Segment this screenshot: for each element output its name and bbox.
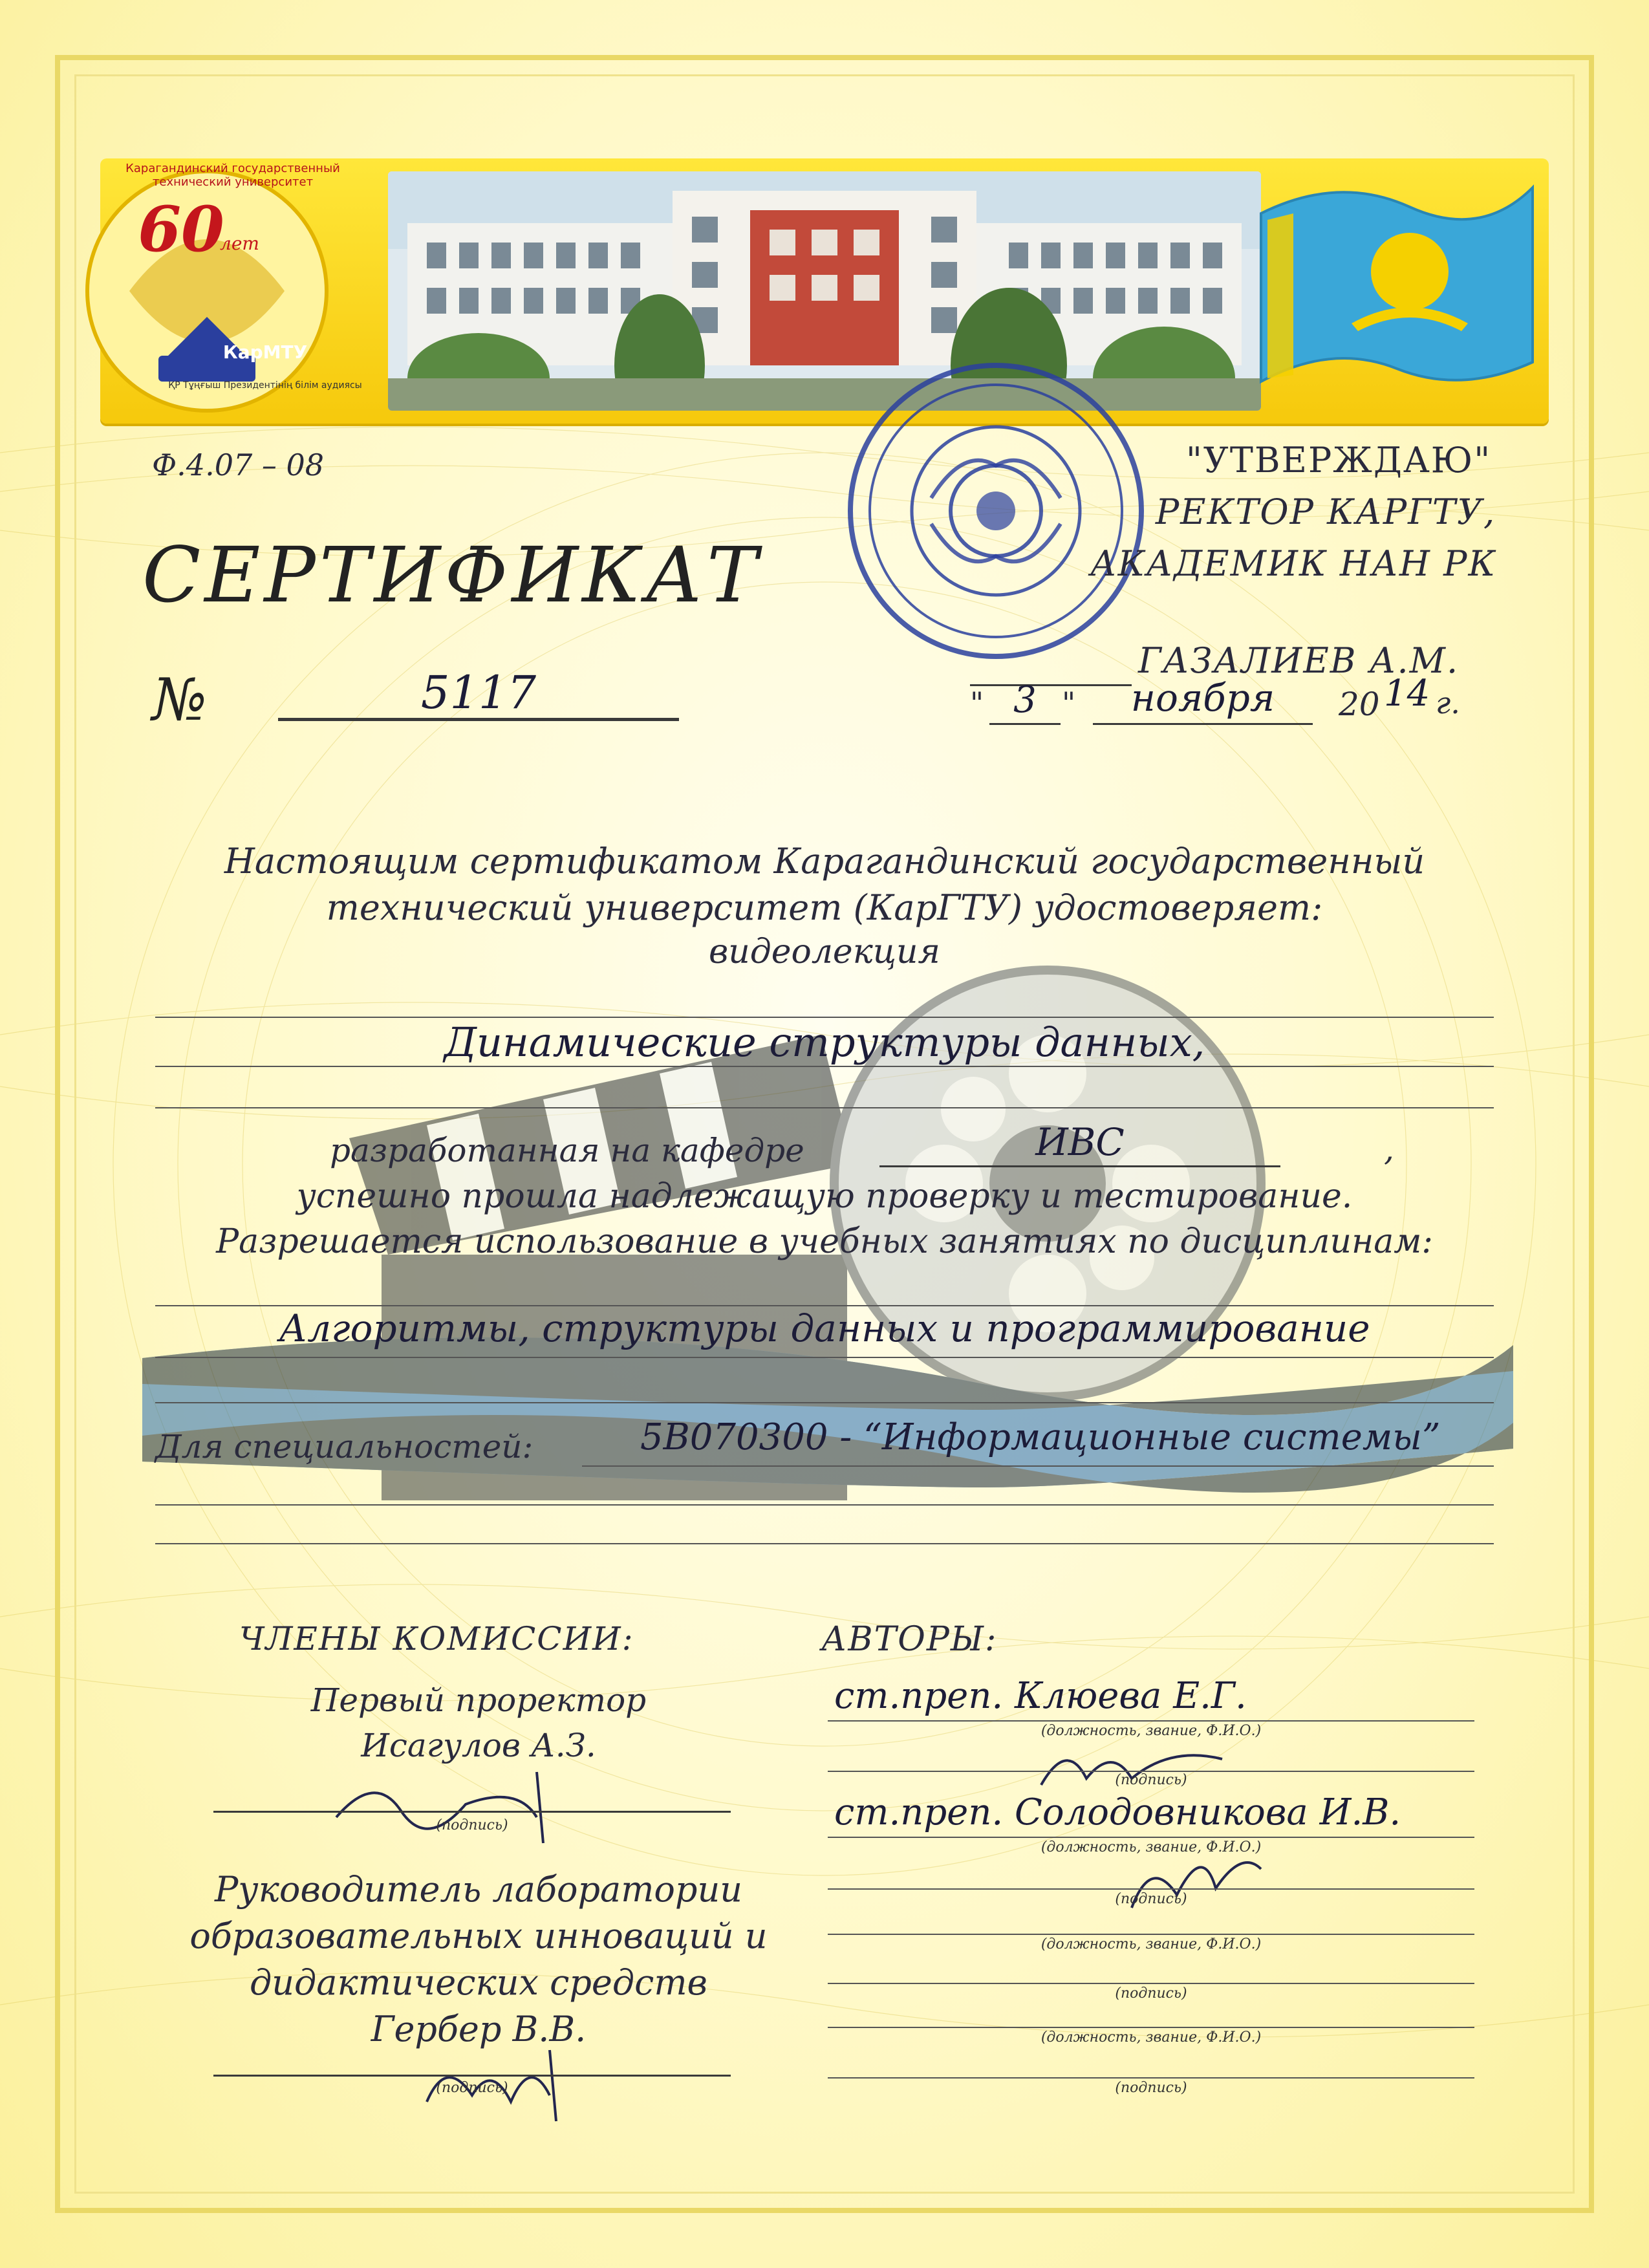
anniversary-suffix: лет bbox=[220, 233, 259, 254]
member2-signature-caption: (подпись) bbox=[436, 2080, 508, 2096]
commission-heading: ЧЛЕНЫ КОМИССИИ: bbox=[239, 1620, 634, 1658]
kazakhstan-flag bbox=[1248, 162, 1552, 420]
author3-position-caption: (должность, звание, Ф.И.О.) bbox=[1040, 1936, 1262, 1952]
date-month: ноября bbox=[1130, 676, 1275, 720]
commission-member1-role: Первый проректор bbox=[310, 1681, 647, 1719]
date-year-suffix: 14 bbox=[1384, 673, 1430, 715]
specialty-value: 5В070300 - “Информационные системы” bbox=[640, 1416, 1441, 1458]
passed-line: успешно прошла надлежащую проверку и тестирование. bbox=[296, 1177, 1353, 1216]
department-value: ИВС bbox=[1035, 1120, 1125, 1164]
author-2: ст.преп. Солодовникова И.В. bbox=[834, 1791, 1401, 1833]
author3-signature-line bbox=[828, 1983, 1474, 1984]
author3-signature-caption: (подпись) bbox=[1115, 1985, 1187, 2002]
discipline: Алгоритмы, структуры данных и программирование bbox=[279, 1306, 1370, 1350]
date-year-unit: г. bbox=[1436, 686, 1460, 720]
allowed-line: Разрешается использование в учебных занятиях по дисциплинам: bbox=[216, 1222, 1433, 1261]
department-comma: , bbox=[1384, 1130, 1394, 1168]
department-line bbox=[879, 1165, 1280, 1167]
number-label: № bbox=[152, 666, 208, 734]
number-underline bbox=[278, 718, 679, 721]
author2-signature bbox=[1112, 1830, 1280, 1927]
date-quote-close: " bbox=[1062, 686, 1076, 720]
commission-member2-name: Гербер В.В. bbox=[371, 2009, 587, 2049]
author2-position-caption: (должность, звание, Ф.И.О.) bbox=[1040, 1839, 1262, 1855]
author3-line bbox=[828, 1934, 1474, 1935]
specialty-label: Для специальностей: bbox=[155, 1428, 534, 1465]
author4-line bbox=[828, 2027, 1474, 2028]
commission-member2-role-2: образовательных инноваций и bbox=[189, 1916, 768, 1956]
member1-signature bbox=[323, 1759, 608, 1850]
intro-line-3: видеолекция bbox=[709, 933, 940, 971]
lecture-line-mid bbox=[155, 1066, 1494, 1067]
intro-line-1: Настоящим сертификатом Карагандинский государственный bbox=[224, 841, 1425, 881]
discipline-line-bottom bbox=[155, 1402, 1494, 1403]
university-arc-text: Карагандинский государственный технический университет bbox=[125, 162, 340, 189]
author2-signature-line bbox=[828, 1888, 1474, 1890]
author2-signature-caption: (подпись) bbox=[1115, 1891, 1187, 1907]
form-code: Ф.4.07 – 08 bbox=[152, 448, 325, 482]
date-day: 3 bbox=[1013, 679, 1037, 721]
author4-position-caption: (должность, звание, Ф.И.О.) bbox=[1040, 2029, 1262, 2046]
member1-signature-line bbox=[213, 1811, 731, 1813]
lecture-line-bottom bbox=[155, 1107, 1494, 1108]
lecture-line-top bbox=[155, 1017, 1494, 1018]
logo-caption: ҚР Тұңғыш Президентінің білім аудиясы bbox=[168, 380, 362, 391]
member2-signature-line bbox=[213, 2075, 731, 2077]
date-day-line bbox=[989, 723, 1061, 725]
author1-signature-caption: (подпись) bbox=[1115, 1772, 1187, 1788]
intro-line-2: технический университет (КарГТУ) удостоверяет: bbox=[326, 887, 1323, 928]
rector-name: ГАЗАЛИЕВ А.М. bbox=[1138, 640, 1460, 681]
specialty-line-mid bbox=[155, 1504, 1494, 1506]
discipline-line-mid bbox=[155, 1357, 1494, 1358]
approval-line-1: "УТВЕРЖДАЮ" bbox=[1185, 440, 1492, 481]
member1-signature-caption: (подпись) bbox=[436, 1817, 508, 1833]
date-year-prefix: 20 bbox=[1339, 686, 1380, 723]
commission-member2-role-1: Руководитель лаборатории bbox=[214, 1869, 743, 1910]
author1-line bbox=[828, 1720, 1474, 1722]
date-quote-open: " bbox=[970, 686, 984, 720]
approval-line-2: РЕКТОР КАРГТУ, bbox=[1155, 491, 1496, 532]
author-1: ст.преп. Клюева Е.Г. bbox=[834, 1675, 1247, 1717]
date-month-line bbox=[1093, 723, 1313, 725]
specialty-line-top bbox=[582, 1465, 1494, 1467]
specialty-line-bottom bbox=[155, 1543, 1494, 1544]
approval-line-3: АКАДЕМИК НАН РК bbox=[1090, 543, 1497, 584]
department-label: разработанная на кафедре bbox=[330, 1132, 804, 1169]
lecture-title: Динамические структуры данных, bbox=[444, 1019, 1205, 1066]
author4-signature-line bbox=[828, 2077, 1474, 2079]
certificate-title: СЕРТИФИКАТ bbox=[142, 530, 762, 620]
authors-heading: АВТОРЫ: bbox=[821, 1620, 998, 1659]
commission-member2-role-3: дидактических средств bbox=[250, 1962, 707, 2003]
anniversary-number: 60 bbox=[138, 193, 224, 266]
author1-position-caption: (должность, звание, Ф.И.О.) bbox=[1040, 1723, 1262, 1739]
certificate-number: 5117 bbox=[420, 666, 537, 719]
author4-signature-caption: (подпись) bbox=[1115, 2080, 1187, 2096]
commission-member1-name: Исагулов А.З. bbox=[361, 1727, 596, 1764]
logo-name: КарМТУ bbox=[222, 341, 308, 363]
